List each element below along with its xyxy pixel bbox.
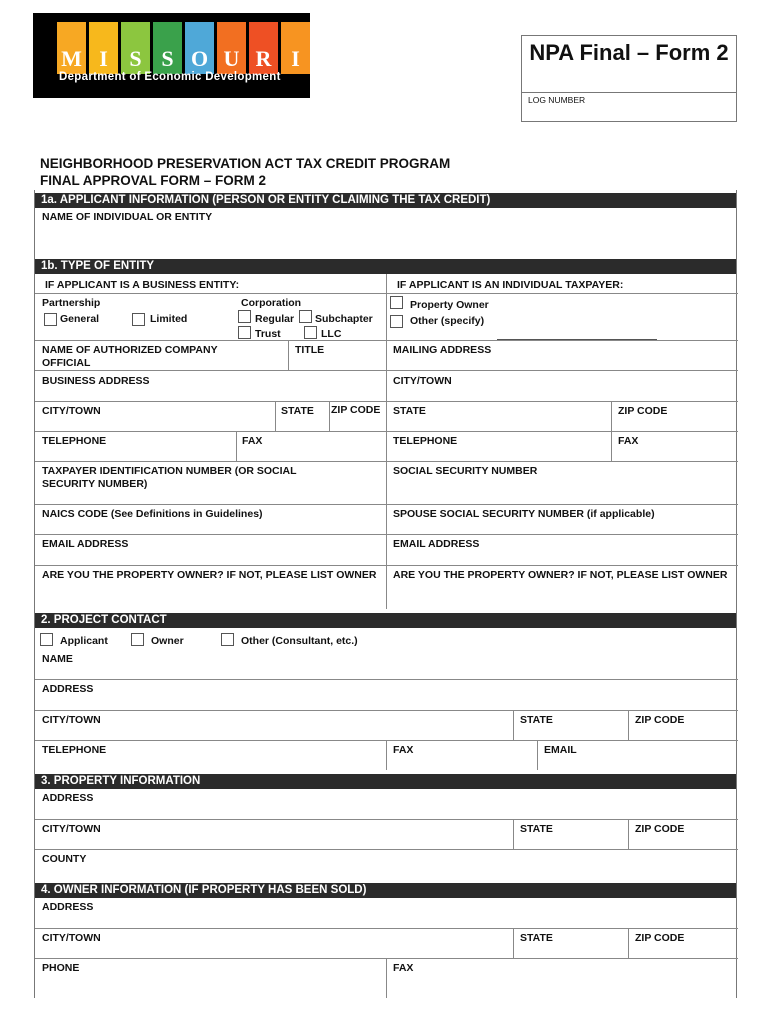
zip-code-label: ZIP CODE <box>618 405 668 417</box>
department-name: Department of Economic Development <box>59 71 281 83</box>
divider <box>35 819 738 820</box>
general-checkbox[interactable] <box>44 313 57 326</box>
tin-label: TAXPAYER IDENTIFICATION NUMBER (OR SOCIAL SECURITY NUMBER) <box>42 465 297 490</box>
column-divider <box>537 740 538 770</box>
fax-label: FAX <box>393 744 414 756</box>
state-label: STATE <box>393 405 426 417</box>
zip-code-label: ZIP CODE <box>331 404 381 416</box>
telephone-label: TELEPHONE <box>42 744 107 756</box>
application-form <box>34 190 737 998</box>
regular-label: Regular <box>255 313 295 325</box>
city-town-label: CITY/TOWN <box>42 405 101 417</box>
city-town-label: CITY/TOWN <box>42 932 101 944</box>
column-divider <box>513 710 514 740</box>
section-1a-header: 1a. APPLICANT INFORMATION (PERSON OR ENTITY CLAIMING THE TAX CREDIT) <box>35 193 736 208</box>
divider <box>35 340 738 341</box>
telephone-label: TELEPHONE <box>42 435 107 447</box>
state-label: STATE <box>281 405 314 417</box>
divider <box>35 534 738 535</box>
zip-code-label: ZIP CODE <box>635 932 685 944</box>
property-owner-label: Property Owner <box>410 299 489 311</box>
owner-label: Owner <box>151 635 184 647</box>
divider <box>35 431 738 432</box>
missouri-logo <box>33 13 310 98</box>
city-town-label: CITY/TOWN <box>42 714 101 726</box>
divider <box>35 849 738 850</box>
other-consultant-checkbox[interactable] <box>221 633 234 646</box>
email-label: EMAIL ADDRESS <box>393 538 480 550</box>
subchapter-label: Subchapter <box>315 313 373 325</box>
ssn-label: SOCIAL SECURITY NUMBER <box>393 465 538 477</box>
county-label: COUNTY <box>42 853 87 865</box>
logo-tiles <box>57 22 313 74</box>
column-divider <box>386 740 387 770</box>
logo-tile: I <box>89 22 118 74</box>
fax-label: FAX <box>618 435 639 447</box>
corporation-label: Corporation <box>241 297 302 309</box>
column-divider <box>236 431 237 461</box>
divider <box>35 504 738 505</box>
column-divider <box>329 401 330 431</box>
logo-tile: S <box>153 22 182 74</box>
title-label: TITLE <box>295 344 325 356</box>
state-label: STATE <box>520 932 553 944</box>
column-divider <box>513 928 514 958</box>
section-2-header: 2. PROJECT CONTACT <box>35 613 736 628</box>
form-id-box <box>521 35 737 122</box>
column-divider <box>288 340 289 370</box>
other-specify-checkbox[interactable] <box>390 315 403 328</box>
phone-label: PHONE <box>42 962 80 974</box>
zip-code-label: ZIP CODE <box>635 823 685 835</box>
regular-checkbox[interactable] <box>238 310 251 323</box>
zip-code-label: ZIP CODE <box>635 714 685 726</box>
logo-tile: S <box>121 22 150 74</box>
partnership-label: Partnership <box>42 297 101 309</box>
logo-tile: R <box>249 22 278 74</box>
column-divider <box>275 401 276 431</box>
divider <box>522 92 736 93</box>
property-owner-checkbox[interactable] <box>390 296 403 309</box>
column-divider <box>386 958 387 998</box>
applicant-checkbox[interactable] <box>40 633 53 646</box>
limited-checkbox[interactable] <box>132 313 145 326</box>
divider <box>35 370 738 371</box>
state-label: STATE <box>520 714 553 726</box>
divider <box>35 461 738 462</box>
state-label: STATE <box>520 823 553 835</box>
column-divider <box>513 819 514 849</box>
subchapter-checkbox[interactable] <box>299 310 312 323</box>
name-label: NAME <box>42 653 73 665</box>
mailing-address-label: MAILING ADDRESS <box>393 344 492 356</box>
naics-label: NAICS CODE (See Definitions in Guidelines) <box>42 508 263 520</box>
divider <box>35 710 738 711</box>
column-divider <box>386 274 387 609</box>
fax-label: FAX <box>242 435 263 447</box>
business-entity-header: IF APPLICANT IS A BUSINESS ENTITY: <box>45 279 240 291</box>
city-town-label: CITY/TOWN <box>42 823 101 835</box>
property-owner-question: ARE YOU THE PROPERTY OWNER? IF NOT, PLEASE LIST OWNER <box>393 569 728 581</box>
log-number-label: LOG NUMBER <box>528 95 586 105</box>
column-divider <box>611 431 612 461</box>
applicant-label: Applicant <box>60 635 108 647</box>
telephone-label: TELEPHONE <box>393 435 458 447</box>
column-divider <box>628 928 629 958</box>
city-town-label: CITY/TOWN <box>393 375 452 387</box>
address-label: ADDRESS <box>42 901 94 913</box>
logo-tile: U <box>217 22 246 74</box>
column-divider <box>628 819 629 849</box>
column-divider <box>628 710 629 740</box>
address-label: ADDRESS <box>42 683 94 695</box>
form-title: NPA Final – Form 2 <box>529 40 729 65</box>
authorized-official-label: NAME OF AUTHORIZED COMPANY OFFICIAL <box>42 344 218 369</box>
divider <box>35 565 738 566</box>
logo-tile: I <box>281 22 310 74</box>
property-owner-question: ARE YOU THE PROPERTY OWNER? IF NOT, PLEASE LIST OWNER <box>42 569 377 581</box>
name-of-entity-label: NAME OF INDIVIDUAL OR ENTITY <box>42 211 213 223</box>
email-label: EMAIL <box>544 744 577 756</box>
owner-checkbox[interactable] <box>131 633 144 646</box>
program-title <box>40 155 450 189</box>
section-4-header: 4. OWNER INFORMATION (IF PROPERTY HAS BEEN SOLD) <box>35 883 736 898</box>
general-label: General <box>60 313 100 325</box>
trust-label: Trust <box>255 328 281 340</box>
business-address-label: BUSINESS ADDRESS <box>42 375 150 387</box>
divider <box>35 928 738 929</box>
address-label: ADDRESS <box>42 792 94 804</box>
logo-tile: O <box>185 22 214 74</box>
llc-checkbox[interactable] <box>304 326 317 339</box>
divider <box>35 679 738 680</box>
spouse-ssn-label: SPOUSE SOCIAL SECURITY NUMBER (if applicable) <box>393 508 655 520</box>
divider <box>35 401 738 402</box>
individual-taxpayer-header: IF APPLICANT IS AN INDIVIDUAL TAXPAYER: <box>397 279 624 291</box>
column-divider <box>611 401 612 431</box>
other-consultant-label: Other (Consultant, etc.) <box>241 635 358 647</box>
email-label: EMAIL ADDRESS <box>42 538 129 550</box>
section-1b-header: 1b. TYPE OF ENTITY <box>35 259 736 274</box>
logo-tile: M <box>57 22 86 74</box>
program-title-line2: FINAL APPROVAL FORM – FORM 2 <box>40 173 267 188</box>
llc-label: LLC <box>321 328 342 340</box>
limited-label: Limited <box>150 313 188 325</box>
other-specify-label: Other (specify) <box>410 315 485 327</box>
trust-checkbox[interactable] <box>238 326 251 339</box>
fax-label: FAX <box>393 962 414 974</box>
section-3-header: 3. PROPERTY INFORMATION <box>35 774 736 789</box>
program-title-line1: NEIGHBORHOOD PRESERVATION ACT TAX CREDIT PROGRAM <box>40 156 451 171</box>
